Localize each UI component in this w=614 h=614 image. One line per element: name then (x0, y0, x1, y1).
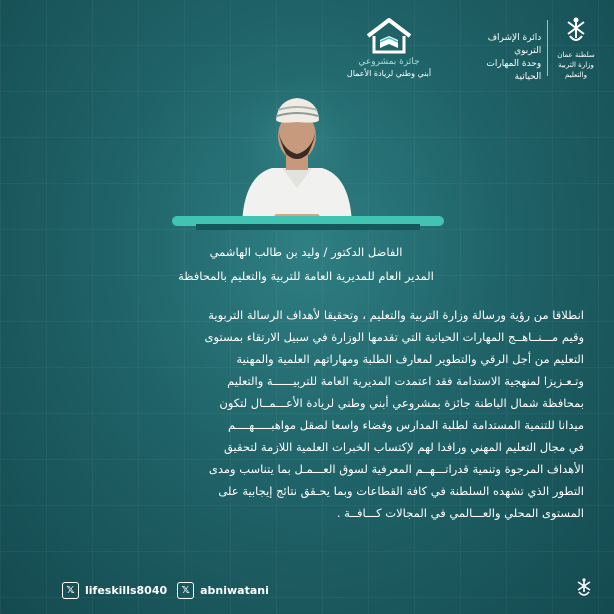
department-label (476, 32, 541, 84)
handle-text: lifeskills8040 (85, 584, 168, 597)
social-footer (62, 582, 269, 599)
header-divider (547, 20, 548, 76)
body-line: وتـعـزيزا لمنهجية الاستدامة فقد اعتمدت المديرية العامة للتربيــــــة والتعليم (227, 374, 584, 388)
department-line-1: دائرة الإشراف التربوي (487, 33, 542, 56)
person-position: المدير العام للمديرية العامة للتربية والتعليم بالمحافظة (178, 269, 434, 283)
body-line: التطور الذي تشهده السلطنة في كافة القطاعات وبما يحـقق نتائج إيجابية على (218, 484, 584, 498)
x-logo-icon: 𝕏 (177, 582, 194, 599)
body-line: في مجال التعليم المهني ورافدا لهم لإكتساب الخبرات العلمية اللازمة لتحقيق (223, 440, 584, 454)
handle-text: abniwatani (200, 584, 269, 597)
department-line-2: وحدة المهارات الحياتية (486, 59, 542, 82)
ministry-logo (476, 14, 598, 84)
social-handle-lifeskills[interactable] (62, 582, 167, 599)
award-title-line-2: أبني وطني لريادة الأعمال (346, 69, 432, 78)
person-title: الفاضل الدكتور / وليد بن طالب الهاشمي (209, 245, 403, 259)
desk-shadow-bar (196, 224, 420, 230)
body-line: ميدانا للتنمية المستدامة لطلبة المدارس وفضاء واسعا لصقل مواهبـــــهــــم (227, 418, 584, 432)
house-book-icon (364, 16, 414, 56)
body-line: المستوى المحلي والعـــالمي في المجالات كـــافــة . (336, 506, 584, 520)
award-logo (335, 16, 443, 79)
body-line: انطلاقا من رؤية ورسالة وزارة التربية والتعليم ، وتحقيقا لأهداف الرسالة التربوية (208, 308, 584, 322)
portrait-image (222, 84, 372, 224)
x-logo-icon: 𝕏 (62, 582, 79, 599)
body-line: بمحافظة شمال الباطنة جائزة بمشروعي أبني وطني لريادة الأعـــمــال لتكون (219, 396, 584, 410)
social-handle-abniwatani[interactable] (177, 582, 269, 599)
body-paragraph (44, 304, 584, 524)
body-line: الأهداف المرجوة وتنمية قدراتـــهــم المعرفية لسوق العـــمـل بما يتناسب ومدى (208, 462, 584, 476)
oman-emblem (554, 14, 598, 80)
award-title-line-1: جائزة بمشروعي (358, 57, 420, 67)
body-line: التعليم من أجل الرقي والتطوير لمعارف الطلبة ومهاراتهم العلمية والمهنية (236, 352, 584, 366)
khanjar-emblem-icon (570, 576, 598, 604)
body-line: وقيم مـــنــاهــج المهارات الحياتية التي تقدمها الوزارة في سبيل الارتقاء بمستوى (204, 330, 584, 344)
emblem-caption: سلطنة عمان وزارة التربية والتعليم (557, 51, 595, 79)
person-caption (80, 240, 532, 288)
